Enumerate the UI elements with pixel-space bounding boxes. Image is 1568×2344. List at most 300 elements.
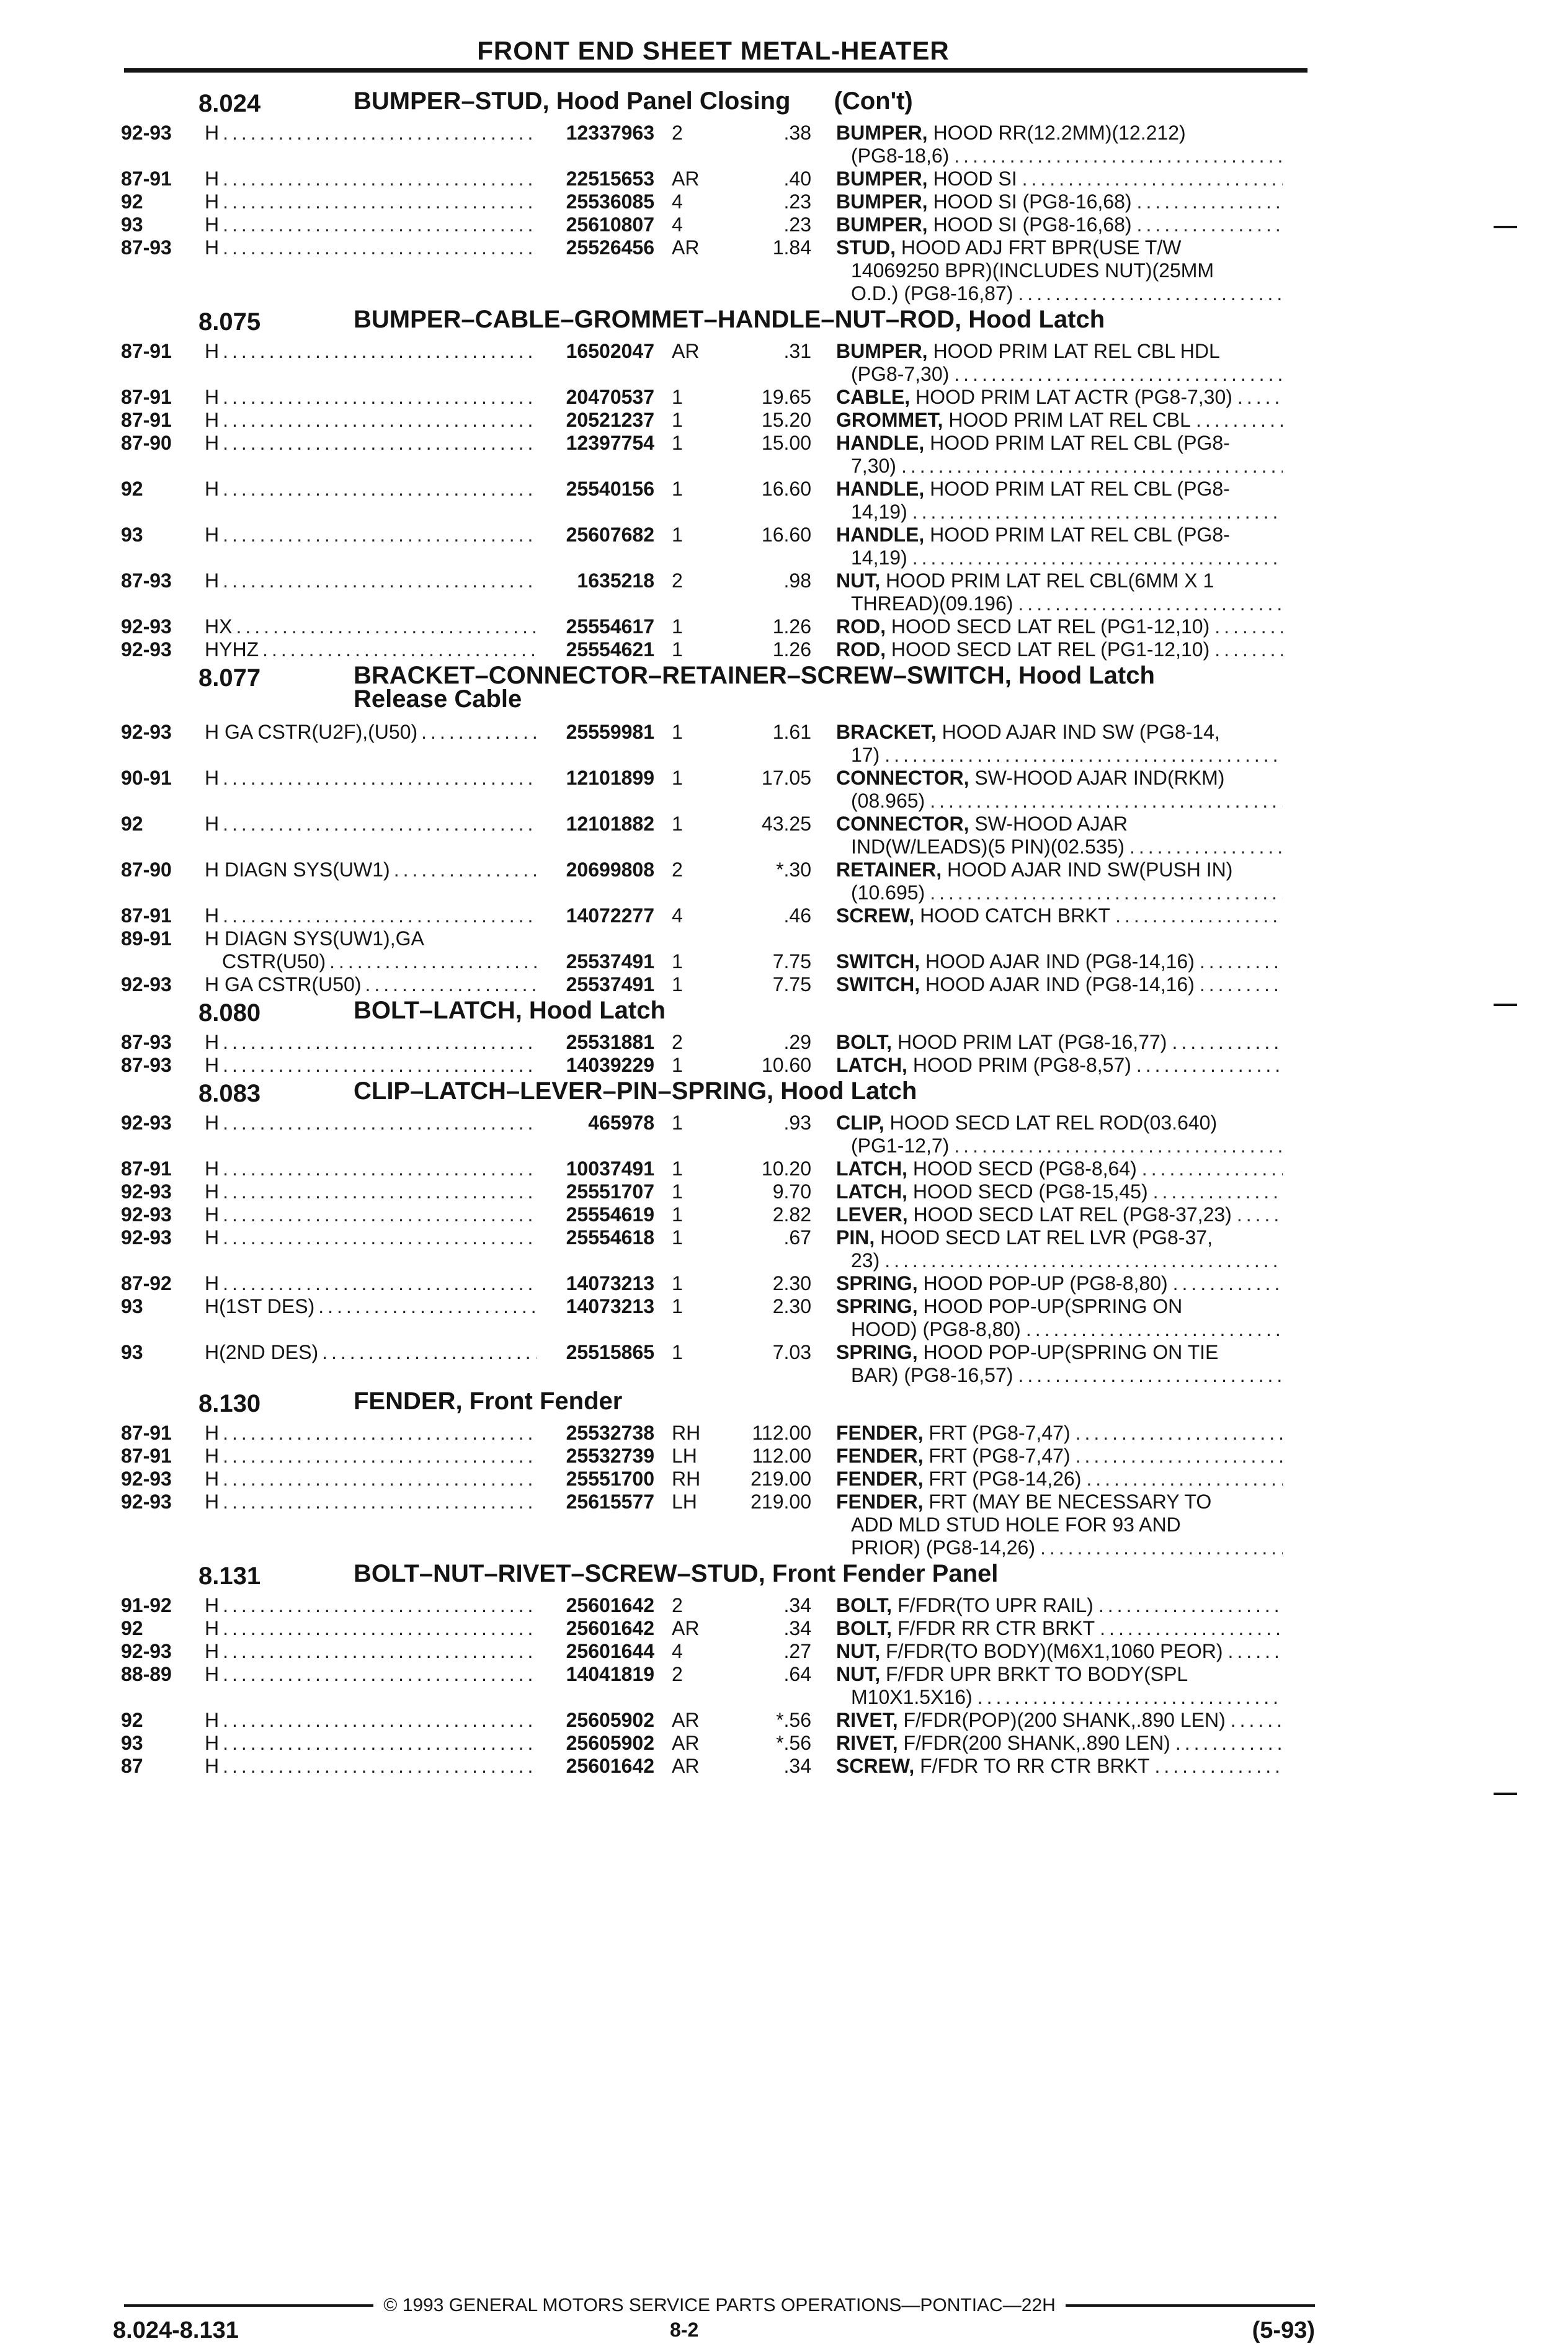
model-code-text: H	[205, 1157, 220, 1180]
part-name: LATCH,	[836, 1180, 907, 1203]
part-name: STUD,	[836, 236, 896, 259]
footer-page-number: 8-2	[670, 2319, 699, 2341]
part-row	[118, 950, 1321, 973]
model-code	[205, 615, 537, 638]
description-text	[836, 409, 1196, 432]
model-code-text: H	[205, 1226, 220, 1249]
description-detail: HOOD POP-UP(SPRING ON TIE	[923, 1341, 1219, 1363]
description-detail: HOOD PRIM LAT REL CBL (PG8-	[930, 478, 1230, 500]
description-text	[836, 1203, 1237, 1226]
quantity: AR	[672, 340, 700, 362]
part-number: 25605902	[566, 1732, 654, 1754]
part-row	[118, 386, 1321, 409]
model-code	[205, 1640, 537, 1663]
model-year: 87-91	[121, 1157, 172, 1180]
price: .46	[783, 904, 811, 927]
description-detail: SW-HOOD AJAR	[974, 813, 1128, 835]
part-row	[118, 1180, 1321, 1203]
model-year: 92-93	[121, 721, 172, 743]
part-description	[836, 386, 1283, 409]
price: 1.61	[772, 721, 811, 743]
description-line	[836, 1536, 1283, 1559]
leader-dots	[1018, 1364, 1283, 1387]
model-code	[205, 1054, 537, 1077]
leader-dots	[223, 1157, 537, 1180]
quantity: AR	[672, 236, 700, 259]
description-text	[851, 282, 1018, 305]
part-row	[118, 432, 1321, 478]
description-detail: HOOD AJAR IND SW (PG8-14,	[942, 721, 1220, 743]
description-detail: 14,19)	[851, 546, 907, 569]
leader-dots	[1137, 190, 1283, 213]
model-year: 92-93	[121, 1112, 172, 1134]
description-detail: PRIOR) (PG8-14,26)	[851, 1536, 1035, 1559]
part-description	[836, 1180, 1283, 1203]
model-year: 93	[121, 1341, 143, 1363]
description-line	[836, 1663, 1283, 1686]
description-detail: HOOD SI (PG8-16,68)	[933, 213, 1132, 236]
part-row	[118, 615, 1321, 638]
quantity: 1	[672, 524, 683, 546]
part-name: BUMPER,	[836, 213, 928, 236]
part-name: NUT,	[836, 1663, 881, 1685]
description-line	[836, 190, 1283, 213]
part-description	[836, 1732, 1283, 1755]
description-detail: F/FDR(POP)(200 SHANK,.890 LEN)	[903, 1709, 1226, 1731]
section-header	[118, 664, 1321, 721]
leader-dots	[1136, 1054, 1283, 1077]
description-detail: HOOD PRIM LAT REL CBL(6MM X 1	[886, 569, 1214, 592]
leader-dots	[1214, 638, 1283, 661]
footer-copyright-row	[124, 2295, 1315, 2316]
description-detail: HOOD AJAR IND (PG8-14,16)	[925, 950, 1195, 973]
price: .34	[783, 1594, 811, 1616]
model-code	[205, 638, 537, 661]
description-line	[836, 1203, 1283, 1226]
leader-dots	[223, 409, 537, 432]
quantity: 4	[672, 213, 683, 236]
model-code-text: H DIAGN SYS(UW1),GA	[205, 927, 424, 950]
leader-dots	[421, 721, 537, 744]
quantity: AR	[672, 167, 700, 190]
quantity: 1	[672, 767, 683, 789]
description-line	[836, 145, 1283, 167]
description-line	[836, 1272, 1283, 1295]
description-detail: HOOD SECD LAT REL ROD(03.640)	[889, 1112, 1218, 1134]
leader-dots	[1172, 1031, 1283, 1054]
model-code-text: H	[205, 1054, 220, 1076]
description-detail: HOOD SECD LAT REL (PG8-37,23)	[913, 1203, 1232, 1226]
section-header	[118, 1562, 1321, 1594]
description-detail: HOOD RR(12.2MM)(12.212)	[933, 122, 1186, 144]
description-text	[836, 213, 1137, 236]
quantity: 1	[672, 638, 683, 661]
quantity: 2	[672, 122, 683, 144]
leader-dots	[223, 569, 537, 592]
description-detail: HOOD POP-UP(SPRING ON	[923, 1295, 1183, 1317]
part-number: 25532738	[566, 1422, 654, 1444]
model-code	[205, 1422, 537, 1445]
quantity: 2	[672, 569, 683, 592]
leader-dots	[912, 546, 1283, 569]
price: *.56	[776, 1732, 811, 1754]
price: .40	[783, 167, 811, 190]
description-text	[836, 569, 1219, 592]
quantity: 1	[672, 1341, 683, 1363]
part-description	[836, 615, 1283, 638]
description-detail: HOOD PRIM LAT REL CBL (PG8-	[930, 432, 1230, 454]
part-name: FENDER,	[836, 1468, 924, 1490]
description-line	[836, 213, 1283, 236]
description-text	[836, 1594, 1098, 1617]
part-number: 25601642	[566, 1617, 654, 1639]
description-text	[851, 592, 1018, 615]
model-code	[205, 1755, 537, 1778]
model-code	[205, 1203, 537, 1226]
leader-dots	[223, 1709, 537, 1732]
leader-dots	[1022, 167, 1283, 190]
leader-dots	[930, 881, 1283, 904]
model-code-text: H	[205, 1272, 220, 1295]
quantity: 2	[672, 1031, 683, 1053]
part-name: CONNECTOR,	[836, 767, 969, 789]
description-line	[836, 1513, 1283, 1536]
model-code	[205, 950, 537, 973]
leader-dots	[954, 363, 1283, 386]
part-description	[836, 1468, 1283, 1491]
description-detail: HOOD PRIM (PG8-8,57)	[912, 1054, 1131, 1076]
description-text	[836, 1663, 1193, 1686]
description-line	[836, 790, 1283, 813]
quantity: 4	[672, 1640, 683, 1662]
description-line	[836, 546, 1283, 569]
quantity: LH	[672, 1445, 697, 1467]
description-text	[836, 1112, 1222, 1134]
part-row	[118, 1203, 1321, 1226]
quantity: 2	[672, 1663, 683, 1685]
model-year: 92-93	[121, 1226, 172, 1249]
part-number: 12397754	[566, 432, 654, 454]
quantity: 1	[672, 721, 683, 743]
model-code	[205, 1180, 537, 1203]
description-text	[836, 1422, 1076, 1445]
description-detail: HOOD SI (PG8-16,68)	[933, 190, 1132, 213]
leader-dots	[1098, 1594, 1283, 1617]
description-text	[836, 190, 1137, 213]
part-row	[118, 190, 1321, 213]
part-number: 25559981	[566, 721, 654, 743]
part-number: 25607682	[566, 524, 654, 546]
description-text	[836, 1341, 1223, 1364]
description-detail: HOOD ADJ FRT BPR(USE T/W	[901, 236, 1182, 259]
leader-dots	[223, 1594, 537, 1617]
leader-dots	[223, 1112, 537, 1134]
description-detail: (08.965)	[851, 790, 925, 812]
description-line	[836, 615, 1283, 638]
part-row	[118, 1031, 1321, 1054]
part-row	[118, 721, 1321, 767]
part-row	[118, 1594, 1321, 1617]
model-code	[205, 386, 537, 409]
model-code-text: H DIAGN SYS(UW1)	[205, 858, 390, 881]
part-number: 25537491	[566, 950, 654, 973]
description-text	[836, 721, 1225, 744]
description-text	[851, 145, 954, 167]
model-code-text: H GA CSTR(U50)	[205, 973, 362, 996]
section-header	[118, 89, 1321, 122]
description-line	[836, 1491, 1283, 1513]
section-title-text: FENDER, Front Fender	[354, 1388, 623, 1415]
price: 7.03	[772, 1341, 811, 1363]
leader-dots	[223, 813, 537, 836]
description-line	[836, 432, 1283, 455]
price: 15.20	[761, 409, 811, 431]
part-row	[118, 1112, 1321, 1157]
quantity: RH	[672, 1422, 701, 1444]
part-number: 25601642	[566, 1594, 654, 1616]
model-year: 87-90	[121, 858, 172, 881]
part-row	[118, 927, 1321, 950]
price: .38	[783, 122, 811, 144]
leader-dots	[1129, 836, 1283, 858]
description-text	[836, 1617, 1100, 1640]
section-continued-label: (Con't)	[834, 87, 913, 115]
part-name: CABLE,	[836, 386, 911, 408]
description-text	[851, 1134, 954, 1157]
part-number: 25537491	[566, 973, 654, 996]
description-line	[836, 386, 1283, 409]
part-name: BOLT,	[836, 1031, 893, 1053]
leader-dots	[1228, 1640, 1283, 1663]
section-title-text: BOLT–LATCH, Hood Latch	[354, 997, 666, 1024]
part-description	[836, 858, 1283, 904]
part-number: 25554621	[566, 638, 654, 661]
model-year: 87-90	[121, 432, 172, 454]
model-code-text: H(1ST DES)	[205, 1295, 315, 1317]
leader-dots	[978, 1686, 1283, 1709]
description-line	[836, 744, 1283, 767]
leader-dots	[223, 122, 537, 145]
price: 7.75	[772, 950, 811, 973]
leader-dots	[1018, 282, 1283, 305]
part-number: 20699808	[566, 858, 654, 881]
model-code-text: H GA CSTR(U2F),(U50)	[205, 721, 418, 743]
model-code	[205, 721, 537, 744]
description-line	[836, 1732, 1283, 1755]
description-line	[836, 1054, 1283, 1077]
model-code	[205, 524, 537, 546]
part-name: BOLT,	[836, 1617, 893, 1639]
part-description	[836, 1617, 1283, 1640]
model-code	[205, 1617, 537, 1640]
description-line	[836, 1112, 1283, 1134]
price: 2.30	[772, 1295, 811, 1317]
quantity: AR	[672, 1732, 700, 1754]
leader-dots	[223, 524, 537, 546]
model-code	[205, 1272, 537, 1295]
leader-dots	[223, 386, 537, 409]
description-detail: HOOD) (PG8-8,80)	[851, 1318, 1021, 1340]
part-row	[118, 1755, 1321, 1778]
part-name: CONNECTOR,	[836, 813, 969, 835]
description-text	[836, 767, 1229, 790]
model-year: 92-93	[121, 122, 172, 144]
part-description	[836, 1755, 1283, 1778]
part-description	[836, 1031, 1283, 1054]
section-title-text: BUMPER–STUD, Hood Panel Closing	[354, 87, 791, 115]
model-code-text: H	[205, 122, 220, 144]
part-row	[118, 1226, 1321, 1272]
description-text	[851, 1536, 1040, 1559]
description-text	[836, 1732, 1175, 1755]
part-row	[118, 213, 1321, 236]
description-text	[836, 340, 1225, 363]
section-title-text: BUMPER–CABLE–GROMMET–HANDLE–NUT–ROD, Hood Latch	[354, 306, 1105, 333]
description-detail: M10X1.5X16)	[851, 1686, 973, 1708]
leader-dots	[223, 1491, 537, 1513]
description-detail: SW-HOOD AJAR IND(RKM)	[974, 767, 1225, 789]
part-row	[118, 1054, 1321, 1077]
leader-dots	[223, 1203, 537, 1226]
part-description	[836, 1640, 1283, 1663]
model-year: 87-91	[121, 904, 172, 927]
model-code	[205, 122, 537, 145]
part-row	[118, 1617, 1321, 1640]
description-detail: (PG8-18,6)	[851, 145, 950, 167]
model-code	[205, 858, 537, 881]
description-text	[836, 122, 1191, 145]
description-line	[836, 409, 1283, 432]
model-code-text: HX	[205, 615, 233, 638]
part-number: 25610807	[566, 213, 654, 236]
description-line	[836, 881, 1283, 904]
description-detail: BAR) (PG8-16,57)	[851, 1364, 1013, 1386]
model-code-text: H	[205, 478, 220, 500]
leader-dots	[223, 1755, 537, 1778]
part-description	[836, 569, 1283, 615]
description-detail: 17)	[851, 744, 880, 766]
leader-dots	[394, 858, 537, 881]
description-text	[836, 1295, 1187, 1318]
leader-dots	[1040, 1536, 1283, 1559]
model-code	[205, 1157, 537, 1180]
model-code-text: H	[205, 1203, 220, 1226]
description-line	[836, 1468, 1283, 1491]
leader-dots	[223, 1468, 537, 1491]
price: 17.05	[761, 767, 811, 789]
price: 7.75	[772, 973, 811, 996]
part-row	[118, 813, 1321, 858]
part-number: 20470537	[566, 386, 654, 408]
section	[118, 1389, 1321, 1559]
model-year: 88-89	[121, 1663, 172, 1685]
description-detail: F/FDR(TO BODY)(M6X1,1060 PEOR)	[886, 1640, 1223, 1662]
model-year: 93	[121, 524, 143, 546]
section	[118, 308, 1321, 661]
description-text	[851, 836, 1129, 858]
description-line	[836, 767, 1283, 790]
price: *.30	[776, 858, 811, 881]
description-detail: HOOD SI	[933, 167, 1017, 190]
quantity: AR	[672, 1709, 700, 1731]
model-year: 87-91	[121, 167, 172, 190]
leader-dots	[223, 432, 537, 455]
model-code-text: H(2ND DES)	[205, 1341, 319, 1363]
description-detail: (PG8-7,30)	[851, 363, 950, 385]
description-text	[851, 790, 930, 813]
part-name: SPRING,	[836, 1272, 918, 1295]
part-description	[836, 1422, 1283, 1445]
description-line	[836, 1341, 1283, 1364]
model-code	[205, 813, 537, 836]
description-line	[836, 1157, 1283, 1180]
leader-dots	[1196, 409, 1283, 432]
part-description	[836, 1054, 1283, 1077]
section-title	[354, 89, 1222, 113]
leader-dots	[1137, 213, 1283, 236]
leader-dots	[322, 1341, 537, 1364]
model-code	[205, 767, 537, 790]
price: 9.70	[772, 1180, 811, 1203]
part-name: SCREW,	[836, 1755, 915, 1777]
part-row	[118, 1732, 1321, 1755]
description-detail: 7,30)	[851, 455, 896, 477]
model-year: 92	[121, 1617, 143, 1639]
description-line	[836, 1295, 1283, 1318]
description-line	[836, 501, 1283, 524]
quantity: 2	[672, 858, 683, 881]
model-code-text: H	[205, 213, 220, 236]
model-code	[205, 1594, 537, 1617]
part-name: LATCH,	[836, 1054, 907, 1076]
part-row	[118, 1157, 1321, 1180]
description-detail: 14,19)	[851, 501, 907, 523]
model-year: 87-92	[121, 1272, 172, 1295]
leader-dots	[223, 1617, 537, 1640]
description-detail: 23)	[851, 1249, 880, 1272]
model-year: 87-91	[121, 386, 172, 408]
description-text	[851, 744, 884, 767]
section-header	[118, 308, 1321, 340]
part-name: CLIP,	[836, 1112, 884, 1134]
description-line	[836, 1640, 1283, 1663]
section-number: 8.077	[198, 664, 261, 692]
description-text	[851, 1318, 1026, 1341]
model-year: 87-91	[121, 409, 172, 431]
description-detail: HOOD SECD LAT REL (PG1-12,10)	[891, 638, 1210, 661]
description-detail: FRT (PG8-7,47)	[929, 1445, 1071, 1467]
model-year: 92	[121, 190, 143, 213]
section-title	[354, 999, 1222, 1022]
leader-dots	[223, 1272, 537, 1295]
model-code-text: H	[205, 1617, 220, 1639]
footer-date: (5-93)	[1252, 2317, 1315, 2343]
leader-dots	[318, 1295, 537, 1318]
part-row	[118, 409, 1321, 432]
part-name: BUMPER,	[836, 167, 928, 190]
description-line	[836, 1709, 1283, 1732]
model-year: 93	[121, 1295, 143, 1317]
model-code-text: H	[205, 167, 220, 190]
part-name: RIVET,	[836, 1732, 898, 1754]
description-detail: HOOD PRIM LAT (PG8-16,77)	[897, 1031, 1167, 1053]
part-number: 25554617	[566, 615, 654, 638]
part-name: LEVER,	[836, 1203, 908, 1226]
description-line	[836, 363, 1283, 386]
quantity: 1	[672, 973, 683, 996]
description-text	[836, 1755, 1155, 1778]
part-row	[118, 1491, 1321, 1559]
